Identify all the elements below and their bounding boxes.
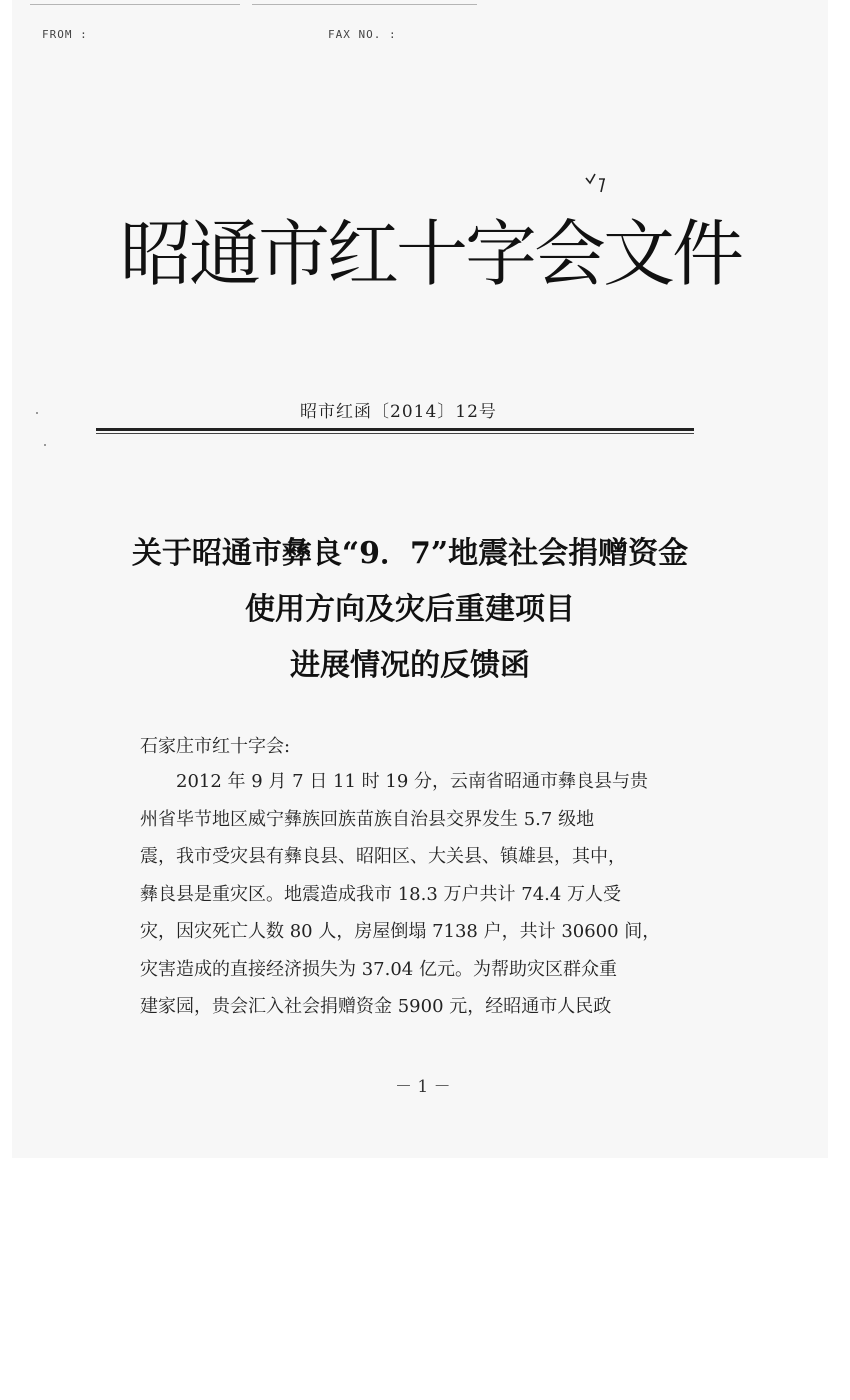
body-line: 灾，因灾死亡人数 80 人，房屋倒塌 7138 户，共计 30600 间，: [140, 921, 661, 942]
title-line: 关于昭通市彝良“9．7”地震社会捐赠资金: [131, 536, 689, 571]
fax-header-rule: [30, 4, 240, 5]
body-line: 震，我市受灾县有彝良县、昭阳区、大关县、镇雄县，其中，: [140, 846, 626, 867]
header-divider-thin: [96, 433, 694, 434]
body-paragraph: [140, 763, 695, 1026]
page-number: － 1 －: [395, 1077, 451, 1097]
fax-number-label: FAX NO. :: [328, 28, 397, 41]
organization-header: 昭通市红十字会文件: [120, 212, 742, 296]
body-line: 2012 年 9 月 7 日 11 时 19 分，云南省昭通市彝良县与贵: [140, 771, 649, 792]
title-line: 进展情况的反馈函: [290, 648, 530, 683]
body-line: 州省毕节地区威宁彝族回族苗族自治县交界发生 5.7 级地: [140, 808, 595, 830]
scan-speck: [44, 444, 46, 446]
salutation: 石家庄市红十字会:: [140, 736, 291, 757]
body-line: 灾害造成的直接经济损失为 37.04 亿元。为帮助灾区群众重: [140, 958, 617, 980]
body-line: 建家园，贵会汇入社会捐赠资金 5900 元，经昭通市人民政: [140, 996, 612, 1017]
fax-from-label: FROM :: [42, 28, 88, 41]
title-line: 使用方向及灾后重建项目: [245, 592, 575, 627]
document-number: 昭市红函〔2014〕12号: [300, 402, 497, 422]
header-divider: [96, 428, 694, 431]
fax-header-rule: [252, 4, 477, 5]
handwritten-check-mark: [578, 170, 618, 200]
document-title: [100, 526, 720, 694]
body-line: 彝良县是重灾区。地震造成我市 18.3 万户共计 74.4 万人受: [140, 883, 622, 905]
scan-speck: [36, 412, 38, 414]
